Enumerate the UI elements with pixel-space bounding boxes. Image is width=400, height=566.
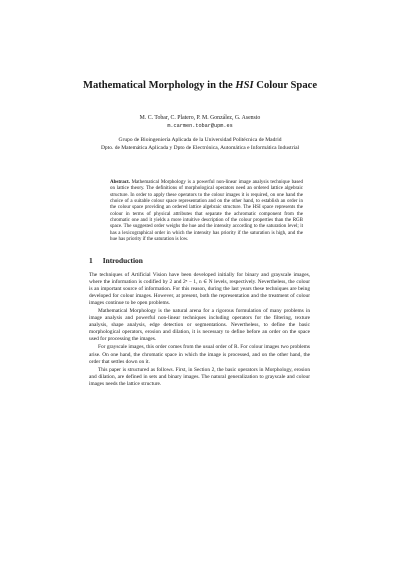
body-paragraph: Mathematical Morphology is the natural arena for a rigorous formulation of many problems in image analysis and powerful non-linear techniques including operators for the filtering, texture analysis, shape analysis, edge detection or segmentations. Nevertheless, to define the basic morphological operators, erosion and dilation, it is necessary to define before an order on the space used for processing the images.: [89, 308, 310, 343]
paper-title: Mathematical Morphology in the HSI Colour Space: [82, 80, 318, 91]
affiliation-line: Dpto. de Matemática Aplicada y Dpto de Electrónica, Automática e Informática Industrial: [100, 144, 300, 151]
title-hsi: HSI: [235, 80, 254, 91]
section-title: Introduction: [102, 256, 143, 265]
affiliation-line: Grupo de Bioingeniería Aplicada de la Universidad Politécnica de Madrid: [118, 137, 282, 143]
body-paragraph: This paper is structured as follows. First, in Section 2, the basic operators in Morphology, erosion and dilation, are defined in sets and binary images. The natural generalization to grayscale and colour images needs the lattice structure.: [89, 366, 310, 387]
body-paragraph: For grayscale images, this order comes from the usual order of R. For colour images two problems arise. On one hand, the chromatic space in which the image is processed, and on the other hand, the order that settles down on it.: [89, 344, 310, 365]
section-heading: [89, 256, 153, 265]
abstract-label: Abstract.: [110, 180, 130, 185]
abstract: [110, 180, 303, 243]
section-number: 1: [89, 256, 93, 265]
introduction-body: [89, 272, 310, 388]
author-email: m.carmen.tobar@upm.es: [167, 123, 233, 129]
abstract-text: Mathematical Morphology is a powerful non-linear image analysis technique based on lattice theory. The definitions of morphological operators need an ordered lattice algebraic structure. In order to apply these operators to the colour images it is required, on one hand the choice of a suitable colour space representation and on the other hand, to establish an order in the colour space providing an ordered lattice algebraic structure. The HSI space represents the colour in terms of physical attributes that separate the achromatic component from the chromatic one and it yields a more intuitive description of the colour properties than the RGB space. The suggested order weighs the hue and the intensity according to the saturation level; it has a lexicographical order in which the intensity has priority if the saturation is high, and the hue has priority if the saturation is low.: [110, 180, 303, 243]
affiliation: [90, 137, 310, 152]
body-paragraph: The techniques of Artificial Vision have been developed initially for binary and grayscale images, where the information is codified by 2 and 2ⁿ − 1, n ∈ N levels, respectively. Nevertheless, the colour is an important source of information. For this reason, during the last years these techniques are being developed for colour images. However, at present, both the representation and the treatment of colour images continue to be open problems.: [89, 272, 310, 307]
authors: M. C. Tobar, C. Platero, P. M. González, G. Asensio: [139, 115, 261, 121]
